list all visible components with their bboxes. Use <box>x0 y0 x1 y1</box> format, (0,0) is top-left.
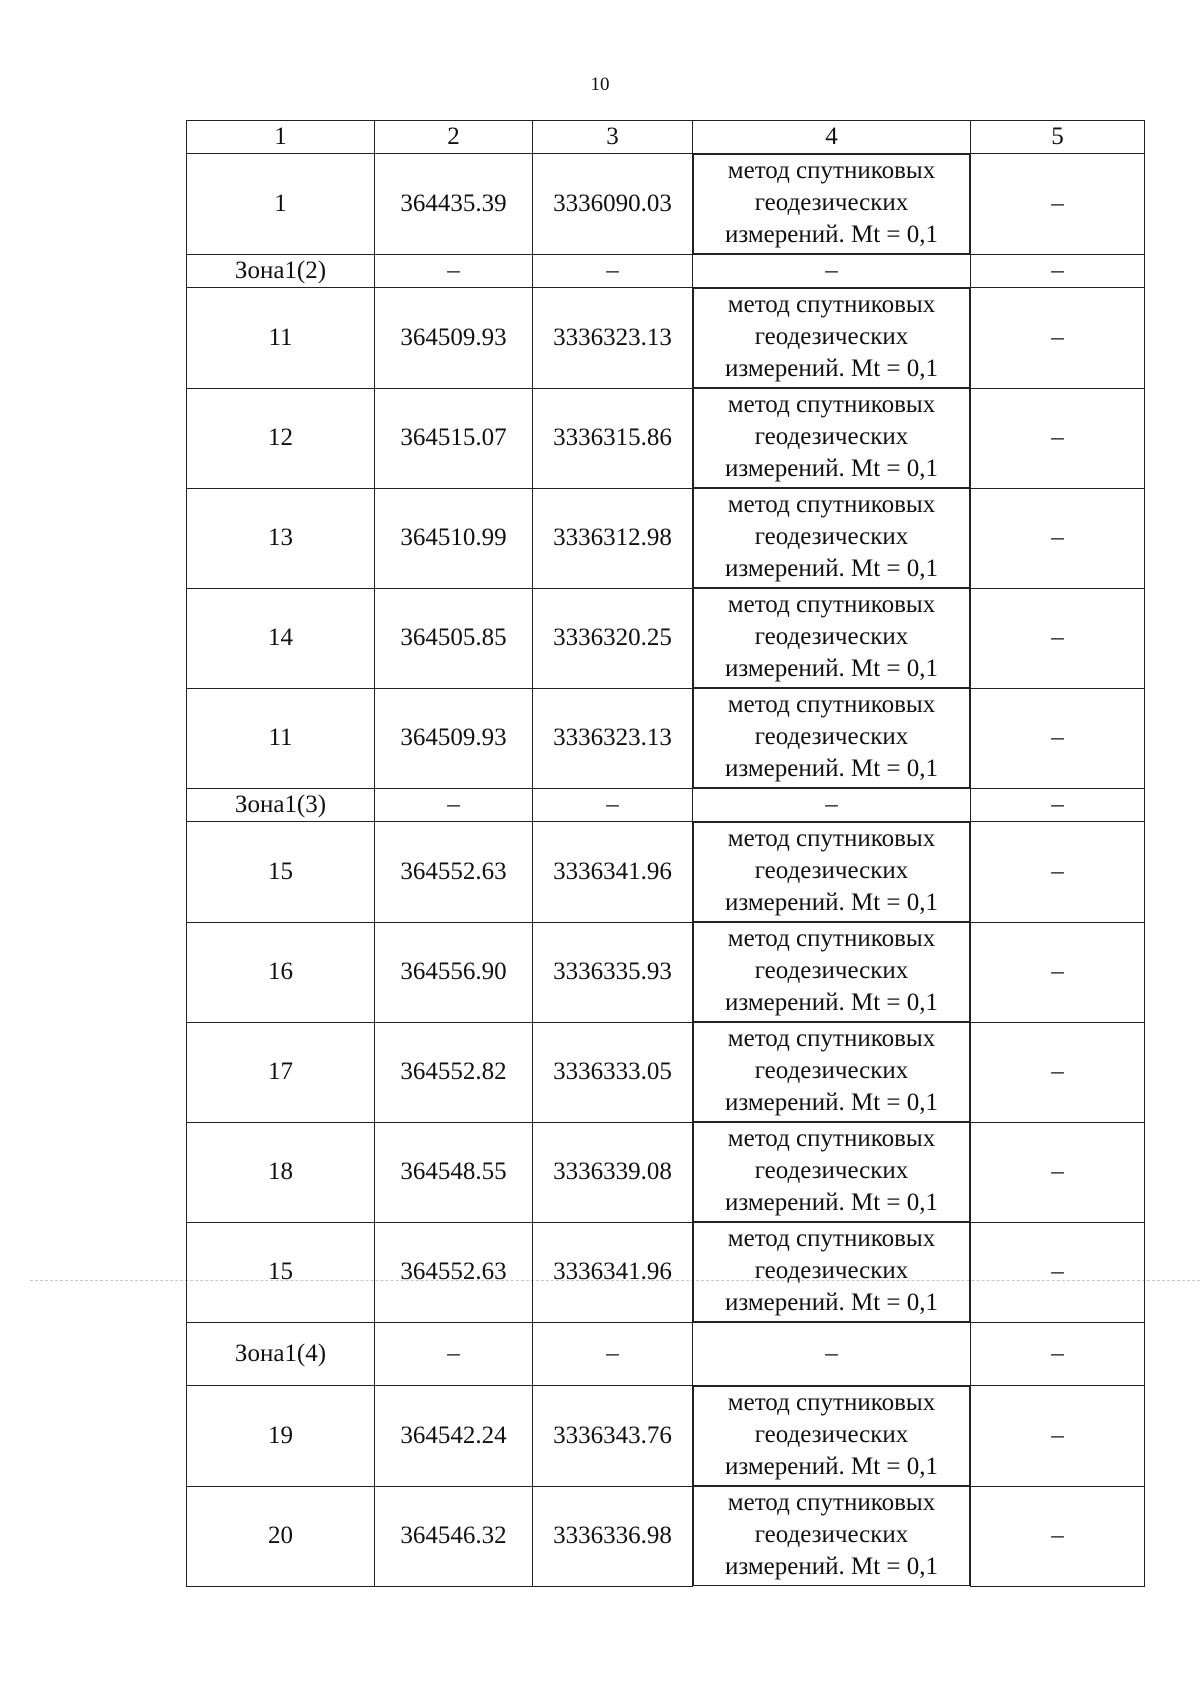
table-cell-col-5: – <box>971 1386 1145 1487</box>
table-cell-col-1: 12 <box>187 388 375 488</box>
table-cell-col-1: Зона1(4) <box>187 1323 375 1386</box>
header-cell-3: 3 <box>533 121 693 154</box>
table-cell-col-3: 3336320.25 <box>533 588 693 688</box>
table-body <box>187 154 1145 1587</box>
table-row <box>187 822 1145 923</box>
table-row <box>187 388 1145 488</box>
table-cell-col-4: метод спутниковых геодезических измерений. Mt = 0,1 <box>693 1122 970 1222</box>
table-cell-col-3: 3336336.98 <box>533 1486 693 1586</box>
table-cell-col-5: – <box>971 255 1145 288</box>
table-row <box>187 1022 1145 1122</box>
table-cell-col-3: 3336323.13 <box>533 288 693 389</box>
table-row <box>187 154 1145 255</box>
table-cell-col-3: 3336333.05 <box>533 1022 693 1122</box>
table-cell-col-3: 3336343.76 <box>533 1386 693 1487</box>
table-cell-col-4: метод спутниковых геодезических измерений. Mt = 0,1 <box>693 588 970 688</box>
table-cell-col-3: 3336090.03 <box>533 154 693 255</box>
table-cell-col-2: 364552.82 <box>375 1022 533 1122</box>
table-cell-col-2: 364552.63 <box>375 1222 533 1323</box>
table-cell-col-4: метод спутниковых геодезических измерений. Mt = 0,1 <box>693 1486 970 1586</box>
table-cell-col-3: 3336341.96 <box>533 1222 693 1323</box>
table-cell-col-5: – <box>971 922 1145 1022</box>
table-cell-col-4: метод спутниковых геодезических измерений. Mt = 0,1 <box>693 488 970 588</box>
table-cell-col-3: 3336339.08 <box>533 1122 693 1222</box>
table-cell-col-4: – <box>693 255 971 288</box>
table-row <box>187 1386 1145 1487</box>
table-cell-col-1: Зона1(2) <box>187 255 375 288</box>
table-cell-col-3: 3336341.96 <box>533 822 693 923</box>
table-cell-col-2: 364548.55 <box>375 1122 533 1222</box>
table-row <box>187 488 1145 588</box>
table-cell-col-2: 364542.24 <box>375 1386 533 1487</box>
table-row <box>187 688 1145 789</box>
table-cell-col-1: 16 <box>187 922 375 1022</box>
table-cell-col-2: 364435.39 <box>375 154 533 255</box>
table-cell-col-3: 3336315.86 <box>533 388 693 488</box>
header-cell-5: 5 <box>971 121 1145 154</box>
table-cell-col-5: – <box>971 789 1145 822</box>
table-cell-col-4: метод спутниковых геодезических измерений. Mt = 0,1 <box>693 1222 970 1322</box>
table-row <box>187 1222 1145 1323</box>
table-cell-col-1: 1 <box>187 154 375 255</box>
table-cell-col-4: метод спутниковых геодезических измерений. Mt = 0,1 <box>693 1022 970 1122</box>
table-cell-col-2: – <box>375 789 533 822</box>
header-cell-4: 4 <box>693 121 971 154</box>
table-cell-col-2: – <box>375 1323 533 1386</box>
table-cell-col-4: метод спутниковых геодезических измерений. Mt = 0,1 <box>693 1386 970 1486</box>
table-cell-col-1: 13 <box>187 488 375 588</box>
table-cell-col-3: 3336335.93 <box>533 922 693 1022</box>
table-cell-col-4: метод спутниковых геодезических измерений. Mt = 0,1 <box>693 822 970 922</box>
header-cell-2: 2 <box>375 121 533 154</box>
table-cell-col-2: 364509.93 <box>375 288 533 389</box>
table-cell-col-1: Зона1(3) <box>187 789 375 822</box>
table-cell-col-5: – <box>971 1122 1145 1222</box>
table-cell-col-2: – <box>375 255 533 288</box>
table-cell-col-4: метод спутниковых геодезических измерений. Mt = 0,1 <box>693 388 970 488</box>
table-cell-col-4: метод спутниковых геодезических измерений. Mt = 0,1 <box>693 154 970 254</box>
table-cell-col-4: метод спутниковых геодезических измерений. Mt = 0,1 <box>693 922 970 1022</box>
table-cell-col-1: 11 <box>187 288 375 389</box>
table-cell-col-1: 11 <box>187 688 375 789</box>
table-cell-col-4: метод спутниковых геодезических измерений. Mt = 0,1 <box>693 288 970 388</box>
table-cell-col-2: 364505.85 <box>375 588 533 688</box>
header-cell-1: 1 <box>187 121 375 154</box>
table-row <box>187 1122 1145 1222</box>
table-cell-col-5: – <box>971 154 1145 255</box>
zone-row <box>187 255 1145 288</box>
table-row <box>187 1486 1145 1586</box>
zone-row <box>187 1323 1145 1386</box>
table-cell-col-5: – <box>971 1323 1145 1386</box>
table-cell-col-3: 3336312.98 <box>533 488 693 588</box>
table-cell-col-4: – <box>693 789 971 822</box>
table-cell-col-2: 364515.07 <box>375 388 533 488</box>
zone-row <box>187 789 1145 822</box>
table-cell-col-5: – <box>971 822 1145 923</box>
table-cell-col-2: 364510.99 <box>375 488 533 588</box>
table-cell-col-5: – <box>971 688 1145 789</box>
table-cell-col-5: – <box>971 288 1145 389</box>
table-row <box>187 588 1145 688</box>
table-cell-col-2: 364546.32 <box>375 1486 533 1586</box>
table-cell-col-1: 14 <box>187 588 375 688</box>
table-cell-col-1: 17 <box>187 1022 375 1122</box>
table-cell-col-3: 3336323.13 <box>533 688 693 789</box>
table-cell-col-2: 364556.90 <box>375 922 533 1022</box>
table-cell-col-1: 19 <box>187 1386 375 1487</box>
table-cell-col-5: – <box>971 1022 1145 1122</box>
page-number: 10 <box>590 74 610 95</box>
table-row <box>187 922 1145 1022</box>
table-cell-col-5: – <box>971 388 1145 488</box>
table-cell-col-1: 20 <box>187 1486 375 1586</box>
table-cell-col-2: 364509.93 <box>375 688 533 789</box>
table-row <box>187 288 1145 389</box>
table-cell-col-4: метод спутниковых геодезических измерений. Mt = 0,1 <box>693 688 970 788</box>
table-cell-col-5: – <box>971 488 1145 588</box>
table-cell-col-4: – <box>693 1323 971 1386</box>
table-cell-col-5: – <box>971 588 1145 688</box>
table-cell-col-5: – <box>971 1222 1145 1323</box>
table-cell-col-1: 15 <box>187 822 375 923</box>
table-cell-col-2: 364552.63 <box>375 822 533 923</box>
table-cell-col-5: – <box>971 1486 1145 1586</box>
table-cell-col-1: 18 <box>187 1122 375 1222</box>
table-cell-col-3: – <box>533 255 693 288</box>
header-row <box>187 121 1145 154</box>
table-cell-col-3: – <box>533 789 693 822</box>
table-cell-col-1: 15 <box>187 1222 375 1323</box>
coordinates-table <box>186 120 1145 1587</box>
table-cell-col-3: – <box>533 1323 693 1386</box>
